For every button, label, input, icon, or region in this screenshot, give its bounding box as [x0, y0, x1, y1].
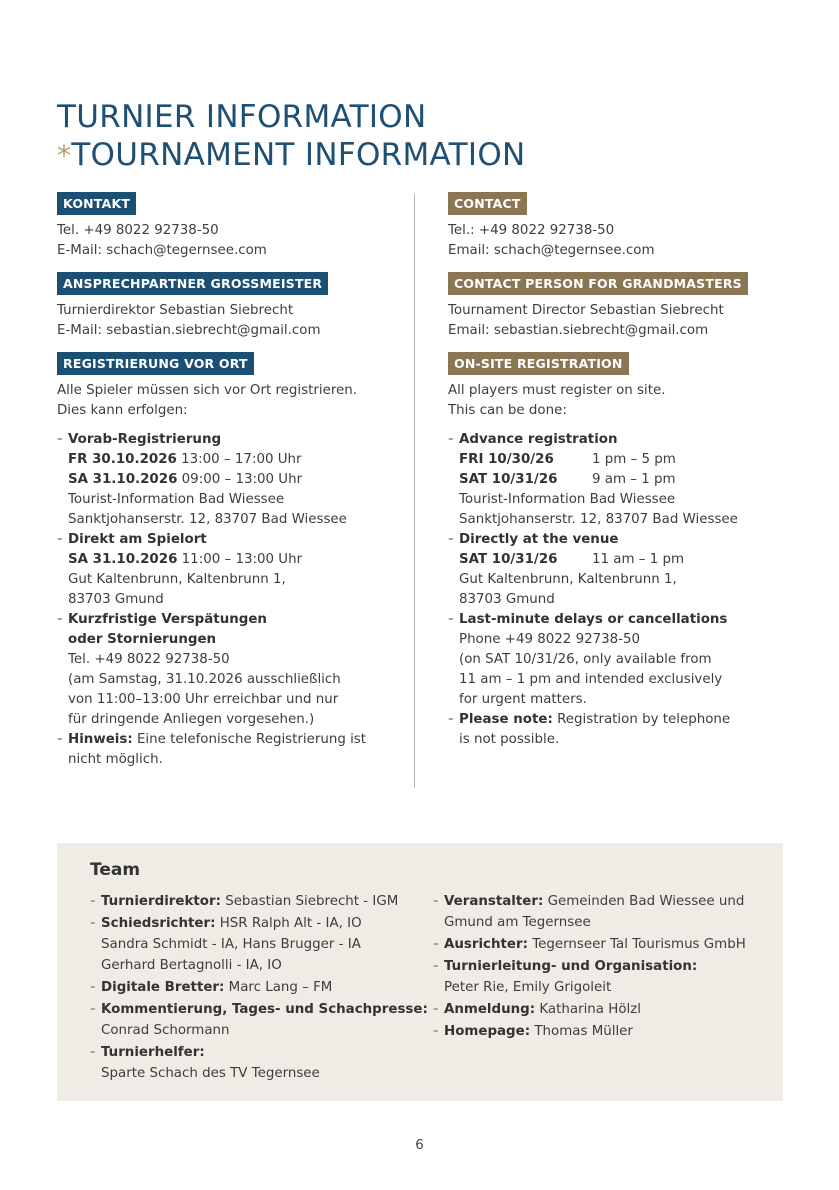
team-item	[433, 1021, 746, 1042]
team-item	[90, 913, 428, 976]
time-range: 11 am – 1 pm	[592, 552, 685, 567]
late-text: 11 am – 1 pm and intended exclusively	[459, 672, 723, 687]
team-item	[433, 934, 746, 955]
contact-badge-en: CONTACT	[448, 192, 527, 215]
title-english-line	[57, 136, 526, 175]
note-text-de: Eine telefonische Registrierung ist	[132, 732, 367, 747]
team-item	[90, 977, 428, 998]
registration-section-de	[57, 352, 407, 770]
team-role: Turnierleitung- und Organisation:	[444, 959, 698, 974]
team-role: Turnierdirektor:	[101, 894, 221, 909]
team-role: Digitale Bretter:	[101, 980, 225, 995]
contact-section-de	[57, 192, 407, 261]
english-column	[448, 192, 798, 761]
registration-section-en	[448, 352, 798, 750]
team-box	[57, 843, 783, 1101]
advance-title-de: - Vorab-Registrierung	[68, 432, 222, 447]
late-text: (on SAT 10/31/26, only available from	[459, 652, 712, 667]
list-item	[448, 710, 798, 750]
gm-email-de: E-Mail: sebastian.siebrecht@gmail.com	[57, 323, 321, 338]
team-role: Ausrichter:	[444, 937, 528, 952]
registration-intro-de: Alle Spieler müssen sich vor Ort registrieren.	[57, 383, 358, 398]
list-item	[57, 530, 407, 610]
day-label: SAT 10/31/26	[459, 472, 558, 487]
team-role: Schiedsrichter:	[101, 916, 216, 931]
note-label-de: Hinweis:	[68, 732, 133, 747]
list-item	[448, 610, 798, 710]
registration-intro-en: This can be done:	[448, 403, 567, 418]
time-range: 13:00 – 17:00 Uhr	[181, 452, 302, 467]
team-role: Anmeldung:	[444, 1002, 536, 1017]
time-range: 1 pm – 5 pm	[592, 452, 676, 467]
late-text: Phone +49 8022 92738-50	[459, 632, 641, 647]
team-person: Gmund am Tegernsee	[444, 915, 591, 930]
team-item	[90, 999, 428, 1041]
place-text: Tourist-Information Bad Wiessee	[459, 492, 676, 507]
place-text: Sanktjohanserstr. 12, 83707 Bad Wiessee	[459, 512, 738, 527]
registration-intro-en: All players must register on site.	[448, 383, 666, 398]
gm-director-en: Tournament Director Sebastian Siebrecht	[448, 303, 724, 318]
team-person: Gerhard Bertagnolli - IA, IO	[101, 958, 282, 973]
list-item	[57, 430, 407, 530]
time-range: 09:00 – 13:00 Uhr	[181, 472, 303, 487]
team-role: Turnierhelfer:	[101, 1045, 205, 1060]
gm-section-de	[57, 272, 407, 341]
team-person: HSR Ralph Alt - IA, IO	[215, 916, 362, 931]
team-person: Sebastian Siebrecht - IGM	[220, 894, 399, 909]
column-divider	[414, 194, 415, 788]
title-german: TURNIER INFORMATION	[57, 99, 427, 135]
day-label: SAT 10/31/26	[459, 552, 558, 567]
late-text: (am Samstag, 31.10.2026 ausschließlich	[68, 672, 341, 687]
page-number: 6	[415, 1137, 424, 1153]
team-column-left	[90, 891, 428, 1085]
team-column-right	[433, 891, 746, 1043]
team-role: Kommentierung, Tages- und Schachpresse:	[101, 1002, 428, 1017]
team-item	[433, 891, 746, 933]
team-person: Peter Rie, Emily Grigoleit	[444, 980, 612, 995]
team-person: Tegernseer Tal Tourismus GmbH	[527, 937, 746, 952]
team-item	[90, 1042, 428, 1084]
place-text: Gut Kaltenbrunn, Kaltenbrunn 1,	[68, 572, 286, 587]
contact-badge-de: KONTAKT	[57, 192, 136, 215]
list-item	[57, 730, 407, 770]
note-label-en: Please note:	[459, 712, 553, 727]
late-text: von 11:00–13:00 Uhr erreichbar und nur	[68, 692, 339, 707]
place-text: Sanktjohanserstr. 12, 83707 Bad Wiessee	[68, 512, 347, 527]
note-text-en: is not possible.	[459, 732, 560, 747]
team-person: Gemeinden Bad Wiessee und	[543, 894, 745, 909]
place-text: 83703 Gmund	[459, 592, 555, 607]
note-text-en: Registration by telephone	[552, 712, 731, 727]
team-person: Katharina Hölzl	[535, 1002, 641, 1017]
registration-list-en	[448, 430, 798, 750]
registration-list-de	[57, 430, 407, 770]
gm-email-en: Email: sebastian.siebrecht@gmail.com	[448, 323, 709, 338]
late-title-en: - Last-minute delays or cancellations	[459, 612, 728, 627]
team-person: Sparte Schach des TV Tegernsee	[101, 1066, 320, 1081]
german-column	[57, 192, 407, 781]
contact-email-en: Email: schach@tegernsee.com	[448, 243, 655, 258]
gm-badge-de: ANSPRECHPARTNER GROSSMEISTER	[57, 272, 328, 295]
venue-title-en: - Directly at the venue	[459, 532, 619, 547]
day-label: FR 30.10.2026	[68, 452, 177, 467]
team-person: Thomas Müller	[530, 1024, 633, 1039]
contact-phone-en: Tel.: +49 8022 92738-50	[448, 223, 615, 238]
time-range: 9 am – 1 pm	[592, 472, 676, 487]
note-text-de: nicht möglich.	[68, 752, 163, 767]
late-text: Tel. +49 8022 92738-50	[68, 652, 230, 667]
place-text: Tourist-Information Bad Wiessee	[68, 492, 285, 507]
time-range: 11:00 – 13:00 Uhr	[181, 552, 303, 567]
venue-title-de: - Direkt am Spielort	[68, 532, 207, 547]
registration-badge-de: REGISTRIERUNG VOR ORT	[57, 352, 254, 375]
registration-intro-de: Dies kann erfolgen:	[57, 403, 188, 418]
day-label: SA 31.10.2026	[68, 472, 178, 487]
team-person: Conrad Schormann	[101, 1023, 230, 1038]
late-text: für dringende Anliegen vorgesehen.)	[68, 712, 315, 727]
list-item	[448, 430, 798, 530]
asterisk-icon: *	[57, 139, 72, 172]
list-item	[57, 610, 407, 730]
gm-director-de: Turnierdirektor Sebastian Siebrecht	[57, 303, 294, 318]
list-item	[448, 530, 798, 610]
title-english: TOURNAMENT INFORMATION	[71, 137, 526, 173]
team-role: Veranstalter:	[444, 894, 544, 909]
day-label: FRI 10/30/26	[459, 452, 554, 467]
contact-section-en	[448, 192, 798, 261]
gm-section-en	[448, 272, 798, 341]
place-text: 83703 Gmund	[68, 592, 164, 607]
place-text: Gut Kaltenbrunn, Kaltenbrunn 1,	[459, 572, 677, 587]
contact-phone-de: Tel. +49 8022 92738-50	[57, 223, 219, 238]
team-item	[433, 956, 746, 998]
team-title: Team	[90, 860, 141, 880]
late-title-de: - Kurzfristige Verspätungen	[68, 612, 267, 627]
team-role: Homepage:	[444, 1024, 531, 1039]
registration-badge-en: ON-SITE REGISTRATION	[448, 352, 629, 375]
gm-badge-en: CONTACT PERSON FOR GRANDMASTERS	[448, 272, 748, 295]
team-item	[433, 999, 746, 1020]
advance-title-en: - Advance registration	[459, 432, 618, 447]
team-item	[90, 891, 428, 912]
page-title	[57, 98, 526, 175]
contact-email-de: E-Mail: schach@tegernsee.com	[57, 243, 267, 258]
day-label: SA 31.10.2026	[68, 552, 178, 567]
late-text: for urgent matters.	[459, 692, 587, 707]
team-person: Marc Lang – FM	[224, 980, 333, 995]
team-person: Sandra Schmidt - IA, Hans Brugger - IA	[101, 937, 361, 952]
late-title-de: oder Stornierungen	[68, 632, 217, 647]
